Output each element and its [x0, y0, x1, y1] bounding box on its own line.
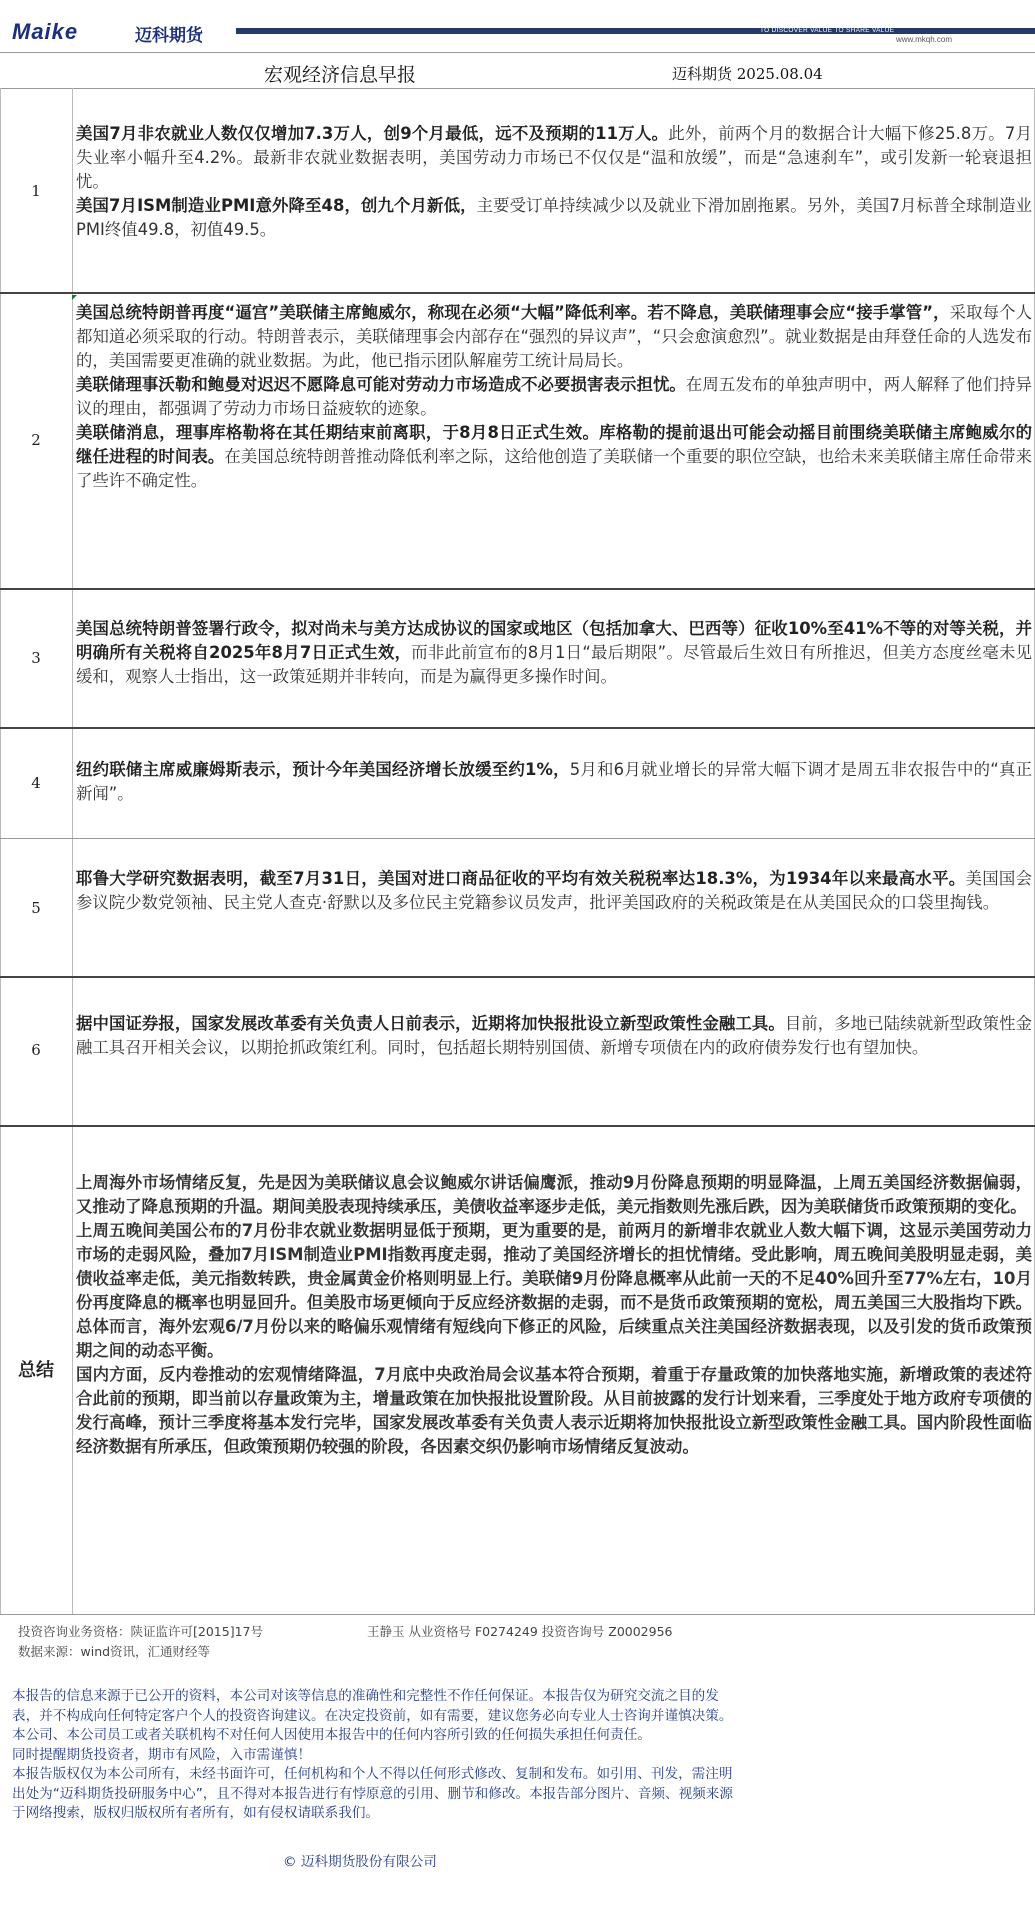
news-row-4	[0, 728, 1035, 838]
news-content	[76, 758, 1032, 806]
summary-paragraph: 国内方面，反内卷推动的宏观情绪降温，7月底中央政治局会议基本符合预期，着重于存量政策的加快落地实施，新增政策的表述符合此前的预期，即当前以存量政策为主，增量政策在加快报批设置阶段。从目前披露的发行计划来看，三季度处于地方政府专项债的发行高峰，预计三季度将基本发行完毕，国家发展改革委有关负责人表示近期将加快报批设立新型政策性金融工具。国内阶段性面临经济数据有所承压，但政策预期仍较强的阶段，各因素交织仍影响市场情绪反复波动。	[76, 1365, 1032, 1456]
company-logo: Maike	[12, 19, 79, 44]
divider	[0, 1614, 1035, 1615]
news-body: 美国国会参议院少数党领袖、民主党人查克·舒默以及多位民主党籍参议员发声，批评美国政府的关税政策是在从美国民众的口袋里掏钱。	[76, 869, 1032, 912]
disclaimer-paragraph: 同时提醒期货投资者，期市有风险，入市需谨慎！	[12, 1746, 312, 1763]
news-body: 目前，多地已陆续就新型政策性金融工具召开相关会议，以期抢抓政策红利。同时，包括超长期特别国债、新增专项债在内的政府债券发行也有望加快。	[76, 1014, 1032, 1057]
news-row-3	[0, 589, 1035, 727]
copyright: © 迈科期货股份有限公司	[283, 1854, 437, 1870]
news-content	[76, 301, 1032, 493]
company-logo-cn: 迈科期货	[135, 26, 203, 46]
news-content	[76, 122, 1032, 242]
row-number: 6	[31, 1041, 41, 1059]
news-paragraph	[76, 867, 1032, 915]
disclaimer	[12, 1687, 742, 1824]
news-body: 采取每个人都知道必须采取的行动。特朗普表示，美联储理事会内部存在“强烈的异议声”，“只会愈演愈烈”。就业数据是由拜登任命的人选发布的，美国需要更准确的就业数据。为此，他已指示团队解雇劳工统计局局长。	[76, 303, 1033, 370]
row-number: 3	[31, 649, 41, 667]
slogan: TO DISCOVER VALUE TO SHARE VALUE	[760, 27, 895, 34]
news-row-6	[0, 977, 1035, 1125]
data-source: 数据来源：wind资讯，汇通财经等	[18, 1644, 211, 1659]
summary-label: 总结	[18, 1360, 54, 1381]
news-content	[76, 1012, 1032, 1060]
news-paragraph	[76, 421, 1032, 493]
news-headline: 美联储理事沃勒和鲍曼对迟迟不愿降息可能对劳动力市场造成不必要损害表示担忧。	[76, 375, 686, 394]
news-headline: 美联储消息，理事库格勒将在其任期结束前离职，于8月8日正式生效。库格勒的提前退出可能会动摇目前围绕美联储主席鲍威尔的继任进程的时间表。	[76, 423, 1032, 466]
news-body: 主要受订单持续减少以及就业下滑加剧拖累。另外，美国7月标普全球制造业PMI终值49.8，初值49.5。	[76, 196, 1032, 239]
news-paragraph	[76, 194, 1032, 242]
row-number: 5	[31, 899, 41, 917]
news-headline: 美国7月ISM制造业PMI意外降至48，创九个月新低，	[76, 196, 477, 215]
summary-paragraph: 上周五晚间美国公布的7月份非农就业数据明显低于预期，更为重要的是，前两月的新增非农就业人数大幅下调，这显示美国劳动力市场的走弱风险，叠加7月ISM制造业PMI指数再度走弱，推动了美国经济增长的担忧情绪。受此影响，周五晚间美股明显走弱，美债收益率走低，美元指数转跌，贵金属黄金价格则明显上行。美联储9月份降息概率从此前一天的不足40%回升至77%左右，10月份再度降息的概率也明显回升。但美股市场更倾向于反应经济数据的走弱，而不是货币政策预期的宽松，周五美国三大股指均下跌。总体而言，海外宏观6/7月份以来的略偏乐观情绪有短线向下修正的风险，后续重点关注美国经济数据表现，以及引发的货币政策预期之间的动态平衡。	[76, 1221, 1032, 1360]
news-headline: 耶鲁大学研究数据表明，截至7月31日，美国对进口商品征收的平均有效关税税率达18.3%，为1934年以来最高水平。	[76, 869, 966, 888]
news-body: 5月和6月就业增长的异常大幅下调才是周五非农报告中的“真正新闻”。	[76, 760, 1032, 803]
report-date: 迈科期货 2025.08.04	[672, 65, 823, 83]
news-headline: 美国总统特朗普再度“逼宫”美联储主席鲍威尔，称现在必须“大幅”降低利率。若不降息，美联储理事会应“接手掌管”，	[76, 303, 950, 322]
news-body: 此外，前两个月的数据合计大幅下修25.8万。7月失业率小幅升至4.2%。最新非农就业数据表明，美国劳动力市场已不仅仅是“温和放缓”，而是“急速刹车”，或引发新一轮衰退担忧。	[76, 124, 1033, 191]
page-title: 宏观经济信息早报	[264, 64, 417, 86]
news-row-5	[0, 839, 1035, 976]
title-row	[0, 52, 1035, 88]
disclaimer-paragraph: 本报告版权仅为本公司所有，未经书面许可，任何机构和个人不得以任何形式修改、复制和发布。如引用、刊发，需注明出处为“迈科期货投研服务中心”，且不得对本报告进行有悖原意的引用、删节和修改。本报告部分图片、音频、视频来源于网络搜索，版权归版权所有者所有，如有侵权请联系我们。	[12, 1766, 733, 1821]
summary-row	[0, 1126, 1035, 1614]
news-paragraph	[76, 758, 1032, 806]
website-link[interactable]: www.mkqh.com	[896, 35, 953, 44]
news-headline: 纽约联储主席威廉姆斯表示，预计今年美国经济增长放缓至约1%，	[76, 760, 570, 779]
news-headline: 据中国证券报，国家发展改革委有关负责人日前表示，近期将加快报批设立新型政策性金融工具。	[76, 1014, 785, 1033]
row-number: 4	[31, 774, 41, 792]
report-header	[0, 0, 1035, 52]
summary-content	[76, 1171, 1032, 1459]
header-bar	[236, 28, 1035, 34]
row-number: 1	[31, 182, 41, 200]
disclaimer-paragraph: 本报告的信息来源于已公开的资料，本公司对该等信息的准确性和完整性不作任何保证。本报告仅为研究交流之目的发表，并不构成向任何特定客户个人的投资咨询建议。在决定投资前，如有需要，建议您务必向专业人士咨询并谨慎决策。本公司、本公司员工或者关联机构不对任何人因使用本报告中的任何内容所引致的任何损失承担任何责任。	[12, 1688, 733, 1743]
qualification-info: 投资咨询业务资格：陕证监许可[2015]17号	[18, 1624, 263, 1639]
news-content	[76, 867, 1032, 915]
news-paragraph	[76, 1012, 1032, 1060]
news-body: 而非此前宣布的8月1日“最后期限”。尽管最后生效日有所推迟，但美方态度丝毫未见缓和，观察人士指出，这一政策延期并非转向，而是为赢得更多操作时间。	[76, 643, 1032, 686]
news-headline: 美国总统特朗普签署行政令，拟对尚未与美方达成协议的国家或地区（包括加拿大、巴西等）征收10%至41%不等的对等关税，并明确所有关税将自2025年8月7日正式生效，	[76, 619, 1032, 662]
analyst-info: 王静玉 从业资格号 F0274249 投资咨询号 Z0002956	[367, 1624, 673, 1639]
news-body: 在美国总统特朗普推动降低利率之际，这给他创造了美联储一个重要的职位空缺，也给未来美联储主席任命带来了些许不确定性。	[76, 447, 1032, 490]
news-paragraph	[76, 617, 1032, 689]
news-paragraph	[76, 301, 1032, 373]
summary-paragraph: 上周海外市场情绪反复，先是因为美联储议息会议鲍威尔讲话偏鹰派，推动9月份降息预期的明显降温，上周五美国经济数据偏弱，又推动了降息预期的升温。期间美股表现持续承压，美债收益率逐步走低，美元指数则先涨后跌，因为美联储货币政策预期的变化。	[76, 1173, 1032, 1216]
row-number: 2	[31, 431, 41, 449]
news-paragraph	[76, 373, 1032, 421]
news-row-2	[0, 293, 1035, 588]
news-body: 在周五发布的单独声明中，两人解释了他们持异议的理由，都强调了劳动力市场日益疲软的迹象。	[76, 375, 1032, 418]
news-headline: 美国7月非农就业人数仅仅增加7.3万人，创9个月最低，远不及预期的11万人。	[76, 124, 669, 143]
news-paragraph	[76, 122, 1032, 194]
news-content	[76, 617, 1032, 689]
news-row-1	[0, 88, 1035, 292]
